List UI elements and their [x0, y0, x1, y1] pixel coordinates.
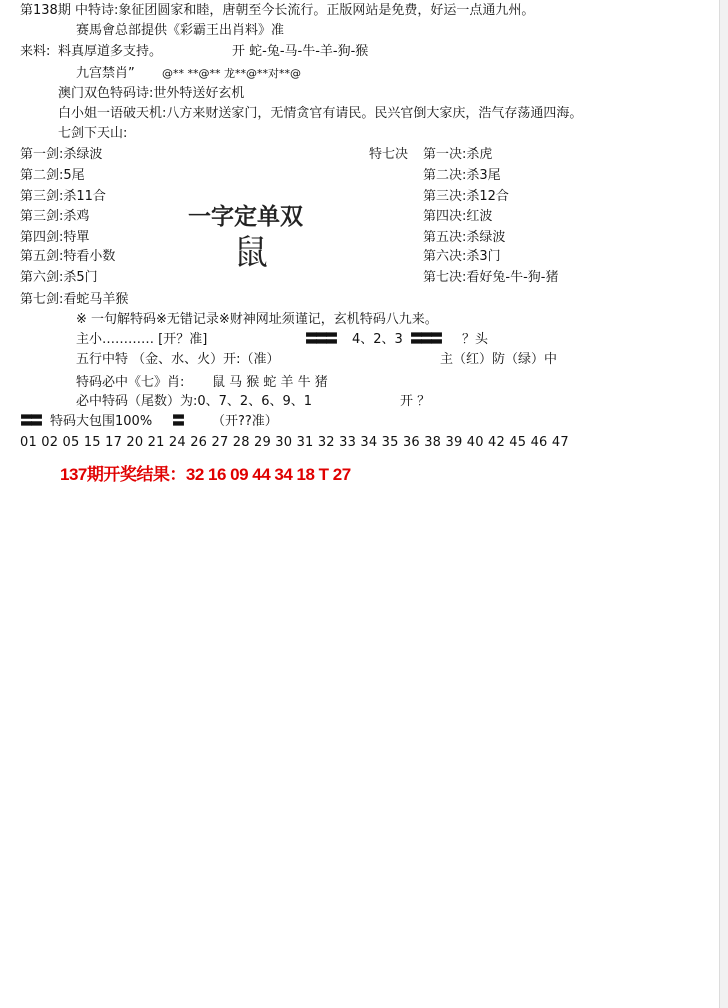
zhuxiao-numbers: 4、2、3: [352, 332, 403, 347]
dabaowei-open: （开??准）: [212, 414, 278, 429]
jue-5: 第五决:杀绿波: [423, 230, 506, 245]
jue-7: 第七决:看好兔-牛-狗-猪: [423, 270, 559, 285]
riddle-line: ※ 一句解特码※无错记录※财神网址须谨记，玄机特码八九来。: [76, 312, 438, 327]
provider-line: 赛馬會总部提供《彩霸王出肖料》准: [76, 23, 285, 38]
center-zodiac-rat: 鼠: [234, 233, 268, 273]
laimao-open: 开 蛇-兔-马-牛-羊-狗-猴: [232, 44, 369, 59]
weishu-open: 开 ？: [400, 394, 431, 409]
dabaowei-bar-left: 〓〓: [20, 414, 41, 429]
wuxing-line: 五行中特 （金、水、火）开:（准）: [76, 352, 280, 367]
numbers-list: 01 02 05 15 17 20 21 24 26 27 28 29 30 31 32 33 34 35 36 38 39 40 42 45 46 47: [20, 435, 569, 450]
zhuxiao-label: 主小………… [开？准]: [76, 332, 208, 347]
laimao-label: 来料:: [20, 44, 51, 59]
jue-4: 第四决:红波: [423, 209, 493, 224]
zhuxiao-bar-left: 〓〓〓: [305, 332, 336, 347]
bizhong-seven-zodiacs: 鼠 马 猴 蛇 羊 牛 猪: [212, 375, 328, 390]
zhuxiao-end: ？头: [462, 332, 489, 347]
sword-3b: 第三剑:杀鸡: [20, 209, 90, 224]
teqijue-label: 特七决: [369, 147, 409, 162]
jue-1: 第一决:杀虎: [423, 147, 493, 162]
weishu-line: 必中特码（尾数）为:0、7、2、6、9、1: [76, 394, 313, 409]
sword-2: 第二剑:5尾: [20, 168, 85, 183]
dabaowei-label: 特码大包围100%: [50, 414, 153, 429]
baixiaojie-line: 白小姐一语破天机:八方来财送家门，无情贪官有请民。民兴官倒大家庆，浩气存荡通四海。: [58, 106, 583, 121]
jiugong-text: @** **@** 龙**@**对**@: [162, 67, 301, 80]
bizhong-seven-label: 特码必中《七》肖:: [76, 375, 185, 390]
center-title-danshuang: 一字定单双: [188, 203, 303, 230]
sword-3: 第三剑:杀11合: [20, 189, 106, 204]
jiugong-label: 九宫禁肖”: [76, 66, 135, 81]
aomen-poem-line: 澳门双色特码诗:世外特送好玄机: [58, 86, 245, 101]
laimao-text: 料真厚道多支持。: [58, 44, 163, 59]
period-poem-line: 第138期 中特诗:象征团圆家和睦，唐朝至今长流行。正版网站是免费，好运一点通九州。: [20, 3, 535, 18]
sword-7: 第七剑:看蛇马羊猴: [20, 292, 129, 307]
scrollbar-track[interactable]: [719, 0, 728, 1008]
jue-6: 第六决:杀3门: [423, 249, 501, 264]
qijian-title: 七剑下天山:: [58, 126, 128, 141]
dabaowei-bar-right: 〓: [172, 414, 183, 429]
sword-4: 第四剑:特單: [20, 230, 90, 245]
wuxing-main-guard: 主（红）防（绿）中: [440, 352, 558, 367]
sword-5: 第五剑:特看小数: [20, 249, 116, 264]
sword-1: 第一剑:杀绿波: [20, 147, 103, 162]
zhuxiao-bar-right: 〓〓〓: [410, 332, 441, 347]
jue-2: 第二决:杀3尾: [423, 168, 501, 183]
jue-3: 第三决:杀12合: [423, 189, 509, 204]
draw-result-line: 137期开奖结果：32 16 09 44 34 18 T 27: [60, 465, 351, 484]
sword-6: 第六剑:杀5门: [20, 270, 98, 285]
